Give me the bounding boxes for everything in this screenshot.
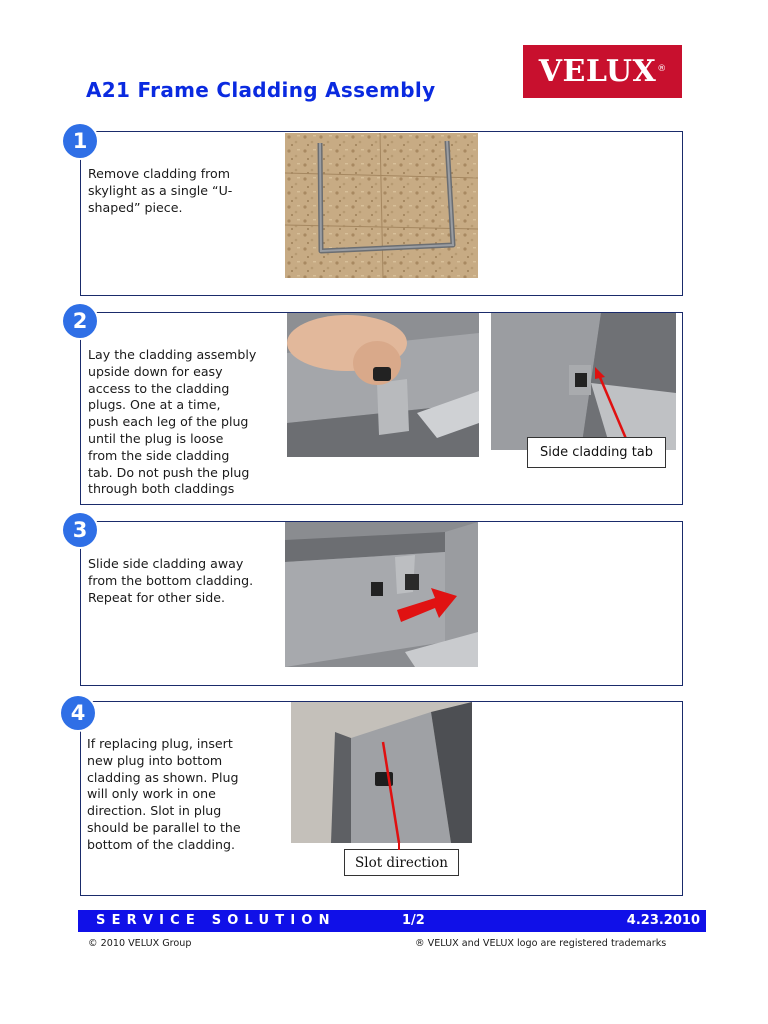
slot-direction-callout: Slot direction — [344, 849, 459, 876]
step-2-text: Lay the cladding assembly upside down for easy access to the cladding plugs. One at a time, push each leg of the plug until the plug is loose from the side cladding tab. Do not push the plug through both claddings — [88, 347, 257, 497]
step-2-number-badge: 2 — [63, 304, 97, 338]
step-4-photo-plug-in-bottom-cladding — [291, 702, 472, 843]
footer-bar — [78, 910, 706, 932]
logo-wordmark: VELUX — [538, 53, 657, 89]
velux-logo — [523, 45, 682, 98]
step-3-photo-sliding-cladding — [285, 522, 478, 667]
service-solution-label: SERVICE SOLUTION — [96, 913, 336, 928]
page-title: A21 Frame Cladding Assembly — [86, 78, 436, 102]
step-1-number-badge: 1 — [63, 124, 97, 158]
step-1-photo-u-cladding — [285, 133, 478, 278]
document-date: 4.23.2010 — [626, 913, 700, 928]
step-4-text: If replacing plug, insert new plug into bottom cladding as shown. Plug will only work in one direction. Slot in plug should be parallel to the bottom of the cladding. — [87, 736, 241, 852]
registered-mark: ® — [657, 63, 667, 74]
step-3-number-badge: 3 — [63, 513, 97, 547]
step-2-photo-side-cladding-tab — [491, 313, 676, 450]
copyright-text: © 2010 VELUX Group — [88, 938, 192, 949]
step-3-text: Slide side cladding away from the bottom cladding. Repeat for other side. — [88, 556, 254, 605]
slot-direction-pointer — [398, 843, 400, 850]
step-4-number-badge: 4 — [61, 696, 95, 730]
step-1-text: Remove cladding from skylight as a single “U- shaped” piece. — [88, 166, 233, 215]
side-cladding-tab-callout: Side cladding tab — [527, 437, 666, 468]
page-indicator: 1/2 — [402, 913, 425, 928]
trademark-text: ® VELUX and VELUX logo are registered trademarks — [415, 938, 667, 949]
step-2-photo-thumb-pushing-plug — [287, 313, 479, 457]
